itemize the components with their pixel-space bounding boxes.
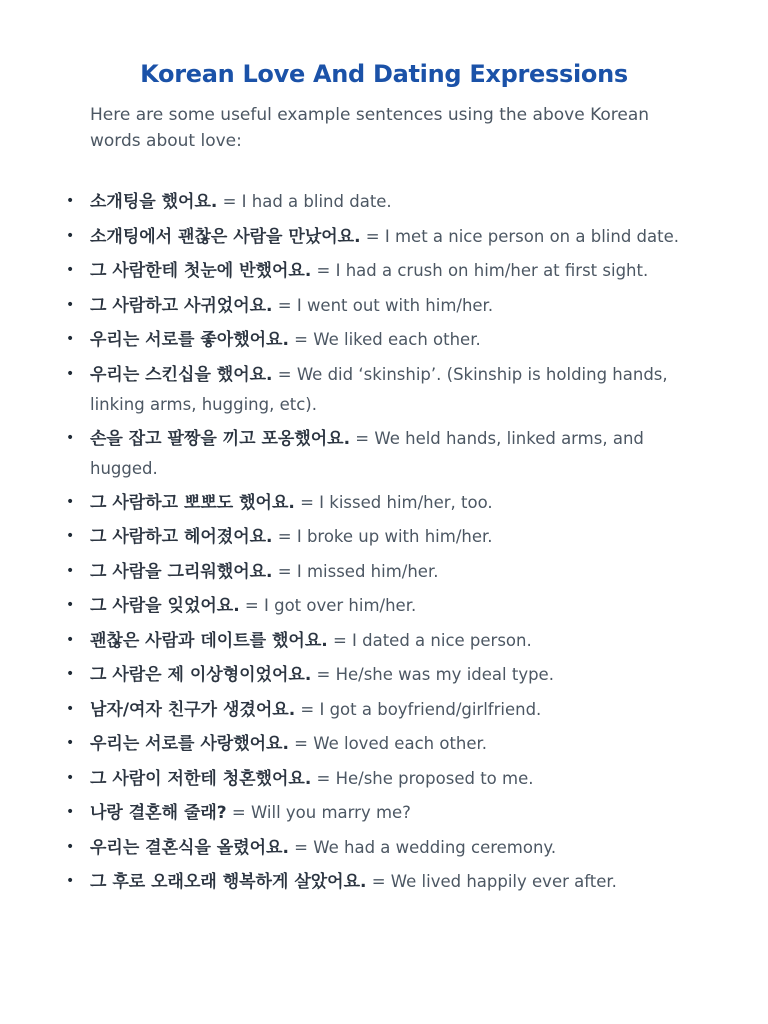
korean-sentence: 우리는 스킨십을 했어요. bbox=[90, 364, 273, 385]
english-translation: = I kissed him/her, too. bbox=[294, 492, 493, 512]
list-item bbox=[66, 424, 690, 484]
list-item bbox=[66, 222, 690, 253]
list-item bbox=[66, 660, 690, 691]
bullet-icon: • bbox=[66, 838, 75, 855]
list-item bbox=[66, 557, 690, 588]
bullet-icon: • bbox=[66, 493, 75, 510]
intro-paragraph: Here are some useful example sentences using the above Korean words about love: bbox=[90, 105, 650, 151]
list-item bbox=[66, 522, 690, 553]
bullet-icon: • bbox=[66, 296, 75, 313]
list-item bbox=[66, 729, 690, 760]
english-translation: = We held hands, linked arms, and hugged. bbox=[90, 428, 644, 478]
korean-sentence: 그 사람하고 헤어졌어요. bbox=[90, 527, 273, 547]
bullet-icon: • bbox=[66, 769, 75, 786]
english-translation: = I went out with him/her. bbox=[272, 295, 494, 315]
korean-sentence: 그 사람을 그리워했어요. bbox=[90, 561, 273, 582]
list-item bbox=[66, 798, 690, 829]
korean-sentence: 우리는 서로를 좋아했어요. bbox=[90, 330, 289, 350]
korean-sentence: 그 사람이 저한테 청혼했어요. bbox=[90, 768, 312, 789]
list-item bbox=[66, 591, 690, 622]
bullet-icon: • bbox=[66, 804, 75, 820]
korean-sentence: 우리는 서로를 사랑했어요. bbox=[90, 734, 289, 754]
english-translation: = He/she was my ideal type. bbox=[311, 665, 554, 684]
korean-sentence: 나랑 결혼해 줄래? bbox=[90, 803, 227, 823]
english-translation: = I broke up with him/her. bbox=[272, 527, 493, 546]
korean-sentence: 손을 잡고 팔짱을 끼고 포옹했어요. bbox=[90, 428, 351, 449]
list-item bbox=[66, 695, 690, 726]
list-item bbox=[66, 488, 690, 519]
english-translation: = He/she proposed to me. bbox=[311, 768, 534, 788]
korean-sentence: 그 사람하고 사귀었어요. bbox=[90, 295, 273, 316]
korean-sentence: 우리는 결혼식을 올렸어요. bbox=[90, 837, 289, 858]
bullet-icon: • bbox=[66, 631, 75, 648]
bullet-icon: • bbox=[66, 528, 75, 544]
bullet-icon: • bbox=[66, 429, 75, 446]
korean-sentence: 그 후로 오래오래 행복하게 살았어요. bbox=[90, 872, 367, 892]
korean-sentence: 그 사람은 제 이상형이었어요. bbox=[90, 665, 312, 685]
bullet-icon: • bbox=[66, 700, 75, 717]
list-item bbox=[66, 187, 690, 218]
list-item bbox=[66, 360, 690, 420]
english-translation: = We loved each other. bbox=[288, 734, 488, 753]
english-translation: = We lived happily ever after. bbox=[366, 872, 617, 891]
bullet-icon: • bbox=[66, 227, 75, 244]
list-item bbox=[66, 867, 690, 898]
list-item bbox=[66, 325, 690, 356]
list-item bbox=[66, 626, 690, 657]
korean-sentence: 남자/여자 친구가 생겼어요. bbox=[90, 699, 296, 720]
english-translation: = I got a boyfriend/girlfriend. bbox=[295, 699, 542, 719]
english-translation: = I missed him/her. bbox=[272, 561, 439, 581]
english-translation: = Will you marry me? bbox=[226, 803, 411, 822]
bullet-icon: • bbox=[66, 562, 75, 579]
list-item bbox=[66, 764, 690, 795]
english-translation: = I met a nice person on a blind date. bbox=[360, 226, 680, 246]
korean-sentence: 괜찮은 사람과 데이트를 했어요. bbox=[90, 630, 328, 651]
english-translation: = I had a blind date. bbox=[217, 192, 392, 211]
page-title: Korean Love And Dating Expressions bbox=[140, 60, 628, 88]
english-translation: = I got over him/her. bbox=[239, 596, 417, 615]
korean-sentence: 그 사람한테 첫눈에 반했어요. bbox=[90, 261, 312, 281]
bullet-icon: • bbox=[66, 365, 75, 382]
list-item bbox=[66, 256, 690, 287]
korean-sentence: 그 사람을 잊었어요. bbox=[90, 596, 240, 616]
korean-sentence: 그 사람하고 뽀뽀도 했어요. bbox=[90, 492, 295, 513]
english-translation: = I had a crush on him/her at first sight. bbox=[311, 261, 649, 280]
english-translation: = I dated a nice person. bbox=[327, 630, 532, 650]
korean-sentence: 소개팅을 했어요. bbox=[90, 192, 218, 212]
bullet-icon: • bbox=[66, 666, 75, 682]
bullet-icon: • bbox=[66, 597, 75, 613]
bullet-icon: • bbox=[66, 735, 75, 751]
english-translation: = We had a wedding ceremony. bbox=[288, 837, 557, 857]
bullet-icon: • bbox=[66, 873, 75, 889]
english-translation: = We did ‘skinship’. (Skinship is holding hands, linking arms, hugging, etc). bbox=[90, 364, 668, 414]
bullet-icon: • bbox=[66, 331, 75, 347]
expression-list bbox=[66, 187, 690, 902]
english-translation: = We liked each other. bbox=[288, 330, 481, 349]
list-item bbox=[66, 291, 690, 322]
bullet-icon: • bbox=[66, 262, 75, 278]
list-item bbox=[66, 833, 690, 864]
korean-sentence: 소개팅에서 괜찮은 사람을 만났어요. bbox=[90, 226, 361, 247]
bullet-icon: • bbox=[66, 193, 75, 209]
